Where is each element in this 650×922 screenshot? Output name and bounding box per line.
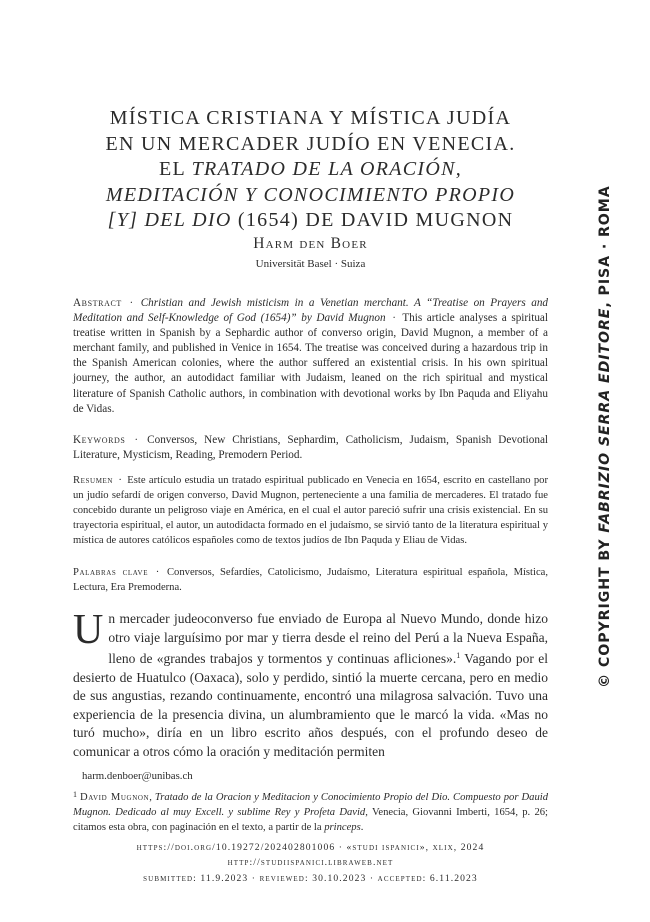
title-line-1: MÍSTICA CRISTIANA Y MÍSTICA JUDÍA: [109, 107, 512, 129]
drop-cap: U: [73, 607, 104, 653]
keywords-label: Keywords: [73, 434, 126, 446]
palabras-clave-label: Palabras clave: [73, 567, 149, 578]
author-affiliation: Universität Basel · Suiza: [255, 258, 366, 270]
abstract-text: This article analyses a spiritual treatise written in Spanish by a Sephardic author of converso origin, David Mugnon, a member of a merchant family, and published in Venice in 1654. The treatise was conceived during a hazardous trip in the Spanish American colonies, where the author suffered an existential crisis. In his own spiritual journey, the author, an autodidact familiar with Judaism, leaned on the rich spiritual and mystical literature of Spanish Catholic authors, in combination with devotional works by Ibn Paquda and Eliyahu de Vidas.: [73, 312, 549, 415]
title-line-4: MEDITACIÓN Y CONOCIMIENTO PROPIO: [105, 183, 516, 206]
title-line-5: [73, 208, 548, 234]
footnote-end: .: [360, 822, 364, 833]
footnote-ref-1[interactable]: 1: [456, 651, 461, 660]
keywords-separator: ·: [134, 434, 139, 446]
footnote-mark: 1: [73, 790, 77, 799]
author-email[interactable]: harm.denboer@unibas.ch: [82, 770, 193, 782]
title-line-5-italic: [Y] DEL DIO: [107, 209, 232, 231]
resumen-text: Este artículo estudia un tratado espiritual publicado en Venecia en 1654, escrito en castellano por un judío sefardí de origen converso, David Mugnon, perteneciente a una familia de mercaderes. El tratado fue concebido durante un peligroso viaje en América, en el cual el autor pareció sufrir una crisis existencial. En su trayectoria espiritual, el autor, un autodidacta formado en el judaísmo, se sirvió tanto de la literatura espiritual y mística de autores católicos españoles como de textos judíos de Ibn Paquda y Eliau de Vidas.: [73, 475, 548, 547]
palabras-clave-separator: ·: [155, 567, 160, 578]
abstract-separator-2: ·: [392, 312, 396, 325]
keywords: [73, 433, 548, 463]
footnote-italic-title: Tratado de la Oracion y Meditacion y Conocimiento Propio del Dio. Compuesto por Dauid Mugnon. Dedicado al muy Excell. y sublime Rey y Profeta David: [73, 792, 549, 818]
footnote-rest: , Venecia, Giovanni Imberti, 1654, p. 26; citamos esta obra, con paginación en el texto, a partir de la: [73, 807, 548, 833]
abstract: [73, 296, 548, 417]
copyright-suffix: , PISA · ROMA: [597, 185, 613, 308]
footnote-italic-end: princeps: [324, 822, 361, 833]
author-name: Harm den Boer: [253, 235, 368, 252]
palabras-clave-text: Conversos, Sefardíes, Catolicismo, Judaísmo, Literatura espiritual española, Mística, Lectura, Era Premoderna.: [73, 567, 548, 594]
copyright-publisher: FABRIZIO SERRA EDITORE: [597, 307, 613, 533]
resumen-label: Resumen: [73, 475, 114, 486]
body-text-start: n mercader judeoconverso fue enviado de Europa al Nuevo Mundo, donde hizo otro viaje larguísimo por mar y tierra desde el reino del Perú a la Nueva España, lleno de «grandes trabajos y tormentos y continuas afliciones».: [108, 611, 548, 666]
title-line-3-italic: TRATADO DE LA ORACIÓN,: [191, 158, 463, 180]
keywords-text: Conversos, New Christians, Sephardim, Catholicism, Judaism, Spanish Devotional Literature, Mysticism, Reading, Premodern Period.: [73, 434, 549, 462]
doi-line[interactable]: https://doi.org/10.19272/202402801006 · «studi ispanici», xlix, 2024: [136, 842, 485, 853]
abstract-italic-title: Christian and Jewish misticism in a Venetian merchant. A “Treatise on Prayers and Meditation and Self-Knowledge of God (1654)” by David Mugnon: [73, 297, 549, 325]
abstract-separator: ·: [129, 297, 134, 309]
article-title: [73, 106, 548, 234]
journal-site-link[interactable]: http://studiispanici.libraweb.net: [227, 857, 394, 868]
abstract-label: Abstract: [73, 297, 122, 309]
palabras-clave: [73, 565, 548, 595]
submission-dates: submitted: 11.9.2023 · reviewed: 30.10.2023 · accepted: 6.11.2023: [143, 873, 478, 884]
body-text-part-2: Vagando por el desierto de Huatulco (Oaxaca), solo y perdido, sintió la muerte cercana, pero en medio de sus angustias, rezando continuamente, encontró una milagrosa salvación. Tuvo una experiencia de la presencia divina, un alumbramiento que le marcó la vida. «Mas no turó mucho», diría en un libro escrito años después, con el profundo deseo de comunicar a otros cómo la oración y meditación permiten: [73, 651, 548, 759]
title-line-3: [73, 157, 548, 183]
title-line-2: EN UN MERCADER JUDÍO EN VENECIA.: [105, 132, 516, 155]
title-line-5-rest: (1654) DE DAVID MUGNON: [231, 209, 514, 231]
title-line-3-prefix: EL: [158, 158, 192, 180]
copyright-notice: [586, 185, 613, 695]
footnote-author: David Mugnon: [80, 792, 150, 803]
copyright-text: [598, 185, 612, 688]
resumen: [73, 473, 548, 548]
body-paragraph: [73, 607, 548, 761]
footnote-1: $^1$ David Mugnon, Tratado de la Oracion y Meditacion y Conocimiento Propio del Dio. Compuesto por Dauid Mugnon. Dedicado al muy Excell. y sublime Rey y Profeta David, Venecia, Giovanni Imberti, 1654, p. 26; citamos esta obra, con paginación en el texto, a partir de la princeps.: [73, 790, 549, 833]
resumen-separator: ·: [118, 475, 122, 486]
copyright-prefix: © COPYRIGHT BY: [597, 532, 613, 688]
